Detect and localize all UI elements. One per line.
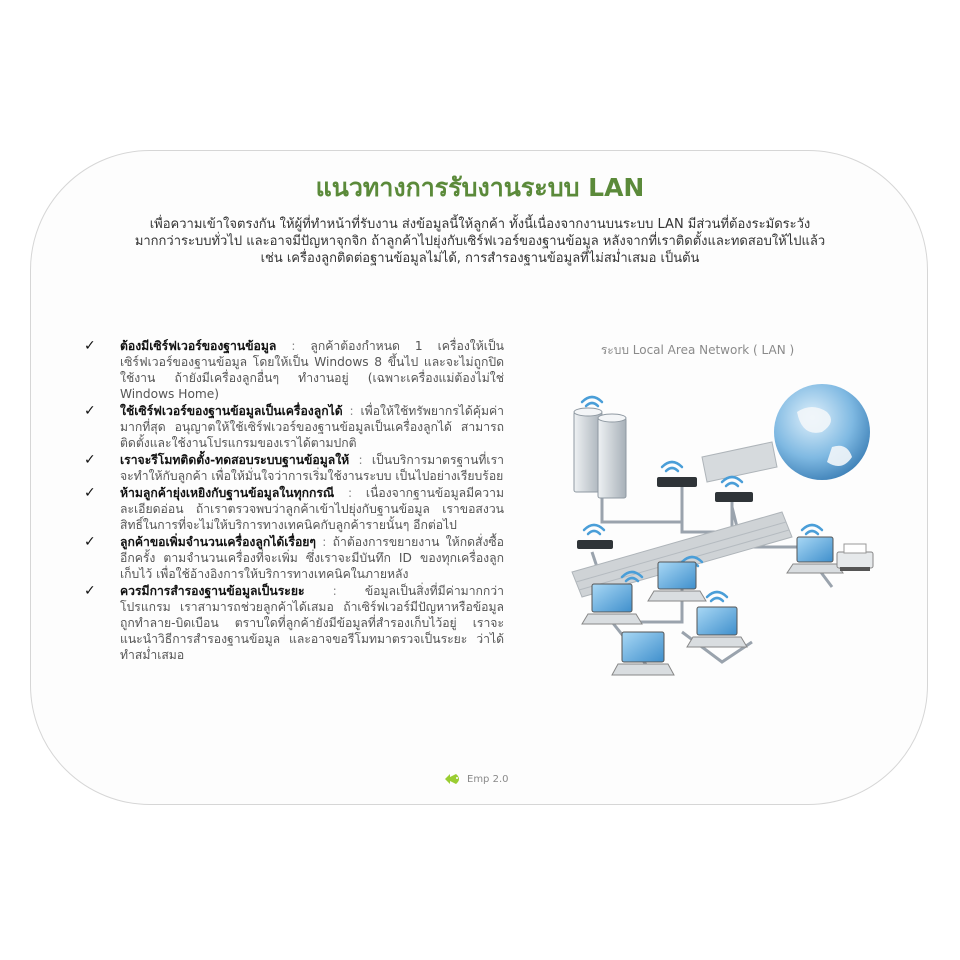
- checkmark-icon: ✓: [84, 534, 96, 550]
- guideline-item: [84, 583, 504, 663]
- guideline-separator: :: [315, 535, 333, 549]
- checkmark-icon: ✓: [84, 403, 96, 419]
- footer-text: Emp 2.0: [467, 773, 509, 785]
- server-icon: [574, 408, 626, 498]
- guideline-item: [84, 403, 504, 451]
- checkmark-icon: ✓: [84, 583, 96, 599]
- lan-network-diagram: [552, 372, 887, 702]
- guideline-text: ถ้าต้องการขยายงาน ให้กดสั่งซื้ออีกครั้ง ตามจำนวนเครื่องที่จะเพิ่ม ซึ่งเราจะมีบันทึก ID ของทุกเครื่องลูกเก็บไว้ เพื่อใช้อ้างอิงการให้บริการทางเทคนิคในภายหลัง: [120, 535, 504, 581]
- footer-brand: [444, 773, 509, 785]
- guideline-item: [84, 452, 504, 484]
- checkmark-icon: ✓: [84, 338, 96, 354]
- guideline-text: ข้อมูลเป็นสิ่งที่มีค่ามากกว่าโปรแกรม เราสามารถช่วยลูกค้าได้เสมอ ถ้าเซิร์ฟเวอร์มีปัญหาหรือข้อมูลถูกทำลาย-บิดเบือน ตราบใดที่ลูกค้ายังมีข้อมูลที่สำรองเก็บไว้อยู่ เราจะแนะนำวิธีการสำรองฐานข้อมูล และอาจขอรีโมทมาตรวจเป็นระยะ ว่าได้ทำสม่ำเสมอ: [120, 584, 504, 662]
- checkmark-icon: ✓: [84, 485, 96, 501]
- guideline-separator: :: [342, 404, 361, 418]
- guideline-heading: ควรมีการสำรองฐานข้อมูลเป็นระยะ: [120, 584, 305, 598]
- guideline-separator: :: [304, 584, 365, 598]
- guideline-text: เพื่อให้ใช้ทรัพยากรได้คุ้มค่ามากที่สุด อนุญาตให้ใช้เซิร์ฟเวอร์ของฐานข้อมูลเป็นเครื่องลูกได้ สามารถติดตั้งและใช้งานโปรแกรมของเราได้ตามปกติ: [120, 404, 504, 450]
- guideline-item: [84, 485, 504, 533]
- guideline-heading: ต้องมีเซิร์ฟเวอร์ของฐานข้อมูล: [120, 339, 277, 353]
- guideline-item: [84, 338, 504, 402]
- guideline-heading: เราจะรีโมทติดตั้ง-ทดสอบระบบฐานข้อมูลให้: [120, 453, 350, 467]
- page-title: แนวทางการรับงานระบบ LAN: [315, 173, 645, 202]
- globe-icon: [774, 384, 870, 480]
- guideline-text: เป็นบริการมาตรฐานที่เราจะทำให้กับลูกค้า เพื่อให้มั่นใจว่าการเริ่มใช้งานระบบ เป็นไปอย่างเรียบร้อย: [120, 453, 504, 483]
- guideline-text: เนื่องจากฐานข้อมูลมีความละเอียดอ่อน ถ้าเราตรวจพบว่าลูกค้าเข้าไปยุ่งกับฐานข้อมูล เราขอสงวนสิทธิ์ในการที่จะไม่ให้บริการทางเทคนิคกับลูกค้ารายนั้นๆ อีกต่อไป: [120, 486, 504, 532]
- guideline-item: [84, 534, 504, 582]
- checkmark-icon: ✓: [84, 452, 96, 468]
- guideline-list: [84, 338, 504, 664]
- intro-paragraph: เพื่อความเข้าใจตรงกัน ให้ผู้ที่ทำหน้าที่รับงาน ส่งข้อมูลนี้ให้ลูกค้า ทั้งนี้เนื่องจากงานบนระบบ LAN มีส่วนที่ต้องระมัดระวังมากกว่าระบบทั่วไป และอาจมีปัญหาจุกจิก ถ้าลูกค้าไปยุ่งกับเซิร์ฟเวอร์ของฐานข้อมูล หลังจากที่เราติดตั้งและทดสอบให้ไปแล้ว เช่น เครื่องลูกติดต่อฐานข้อมูลไม่ได้, การสำรองฐานข้อมูลที่ไม่สม่ำเสมอ เป็นต้น: [134, 217, 826, 266]
- fish-logo-icon: [444, 773, 462, 785]
- diagram-caption: ระบบ Local Area Network ( LAN ): [600, 343, 795, 357]
- guideline-separator: :: [276, 339, 311, 353]
- guideline-heading: ลูกค้าขอเพิ่มจำนวนเครื่องลูกได้เรื่อยๆ: [120, 535, 316, 549]
- printer-icon: [837, 544, 873, 571]
- guideline-heading: ใช้เซิร์ฟเวอร์ของฐานข้อมูลเป็นเครื่องลูกได้: [120, 404, 343, 418]
- guideline-heading: ห้ามลูกค้ายุ่งเหยิงกับฐานข้อมูลในทุกกรณี: [120, 486, 335, 500]
- guideline-separator: :: [349, 453, 372, 467]
- guideline-separator: :: [334, 486, 366, 500]
- guideline-text: ลูกค้าต้องกำหนด 1 เครื่องให้เป็นเซิร์ฟเวอร์ของฐานข้อมูล โดยให้เป็น Windows 8 ขึ้นไป และจะไม่ถูกปิดใช้งาน ถ้ายังมีเครื่องลูกอื่นๆ ทำงานอยู่ (เฉพาะเครื่องแม่ต้องไม่ใช่ Windows Home): [120, 339, 504, 401]
